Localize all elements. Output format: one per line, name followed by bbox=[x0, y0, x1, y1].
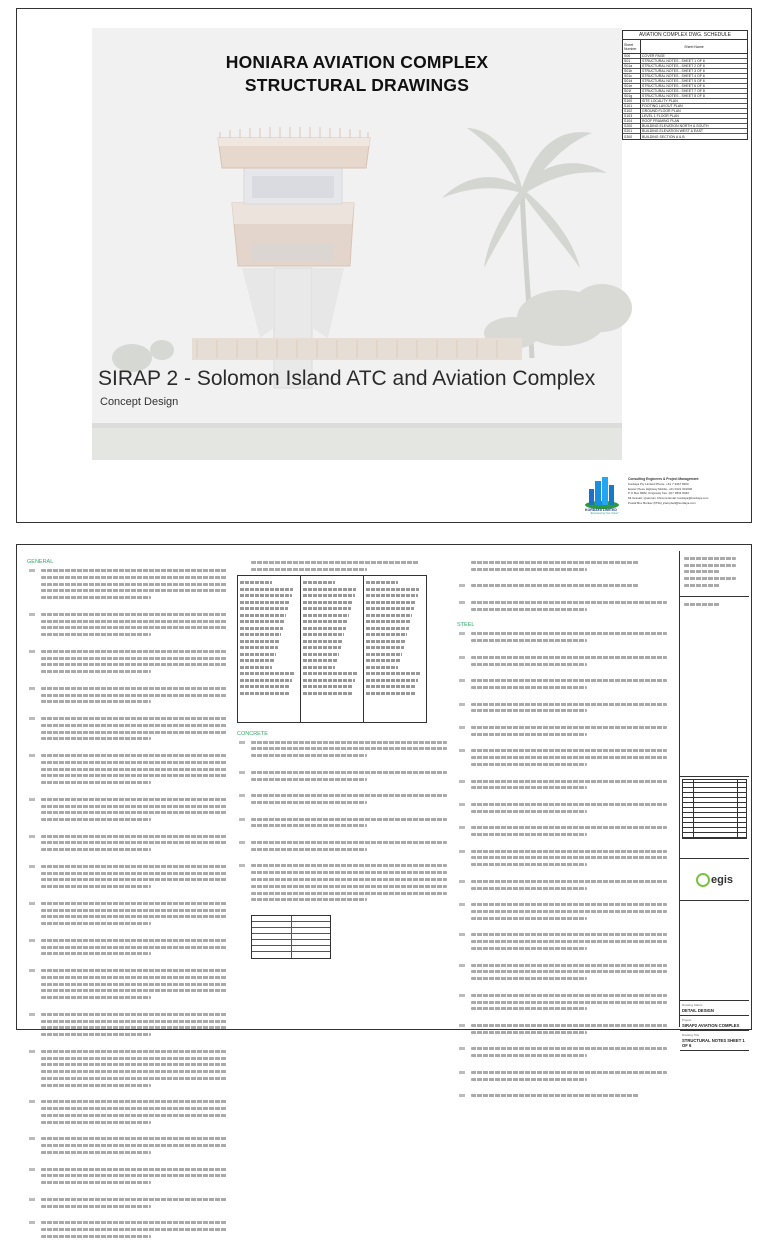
note-text-line bbox=[41, 717, 227, 720]
table-cell bbox=[366, 640, 405, 643]
table-cell bbox=[303, 666, 335, 669]
notes-column-middle bbox=[237, 557, 447, 959]
note-text-line bbox=[41, 626, 227, 629]
schedule-col-number: Sheet Number bbox=[623, 40, 641, 53]
table-cell bbox=[366, 601, 416, 604]
notes-column-right bbox=[457, 557, 667, 1107]
table-cell bbox=[240, 653, 276, 656]
note-text-line bbox=[251, 885, 447, 888]
schedule-title: AVIATION COMPLEX DWG. SCHEDULE bbox=[623, 31, 747, 40]
project-headline: SIRAP 2 - Solomon Island ATC and Aviation Complex bbox=[98, 367, 596, 390]
note-text-line bbox=[41, 915, 227, 918]
contact-line: Exeter Piece Highway Mobile: +61 0421 001006 bbox=[628, 486, 693, 491]
table-cell bbox=[366, 692, 415, 695]
note-text-line bbox=[41, 1107, 227, 1110]
note-text-line bbox=[41, 781, 151, 784]
concrete-heading: CONCRETE bbox=[237, 730, 268, 737]
table-cell bbox=[303, 601, 353, 604]
table-cell bbox=[240, 601, 290, 604]
note-text-line bbox=[41, 1198, 227, 1201]
material-table-column bbox=[238, 576, 301, 722]
note-text-line bbox=[251, 864, 447, 867]
note-text-line bbox=[41, 976, 227, 979]
note-text-line bbox=[41, 939, 227, 942]
table-cell bbox=[366, 653, 402, 656]
note-text-line bbox=[471, 880, 667, 883]
cover-title-line-1: HONIARA AVIATION COMPLEX bbox=[225, 52, 489, 72]
note-text-line bbox=[41, 1070, 227, 1073]
schedule-sheet-name: BUILDING ELEVATION WEST & EAST bbox=[642, 129, 704, 133]
note-text-line bbox=[471, 749, 667, 752]
table-cell bbox=[240, 679, 292, 682]
schedule-sheet-name: GROUND FLOOR PLAN bbox=[642, 109, 681, 113]
note-text-line bbox=[41, 996, 151, 999]
note-text-line bbox=[471, 639, 587, 642]
status-value: DETAIL DESIGN bbox=[682, 1008, 714, 1013]
cover-sheet bbox=[16, 8, 752, 523]
table-cell bbox=[240, 640, 279, 643]
table-cell bbox=[240, 581, 272, 584]
project-stage: Concept Design bbox=[100, 396, 179, 408]
table-cell bbox=[240, 685, 290, 688]
schedule-sheet-number: S01c bbox=[623, 74, 641, 79]
notes-column-left bbox=[27, 557, 227, 1248]
schedule-sheet-number: S101 bbox=[623, 104, 641, 109]
note-text-line bbox=[471, 933, 667, 936]
material-table-column bbox=[301, 576, 364, 722]
schedule-col-name: Sheet Name bbox=[684, 44, 704, 49]
consultant-logo-block bbox=[582, 473, 752, 517]
note-text-line bbox=[471, 726, 667, 729]
table-cell bbox=[303, 659, 337, 662]
consultant-tagline: "Empowering Your Vision" bbox=[590, 512, 619, 515]
steel-heading: STEEL bbox=[457, 622, 475, 629]
schedule-sheet-name: STRUCTURAL NOTES - SHEET 2 OF 6 bbox=[642, 64, 705, 68]
table-cell bbox=[303, 646, 341, 649]
note-text-line bbox=[471, 703, 667, 706]
note-text-line bbox=[471, 803, 667, 806]
note-text-line bbox=[41, 1057, 227, 1060]
note-text-line bbox=[41, 885, 151, 888]
note-text-line bbox=[41, 589, 227, 592]
table-cell bbox=[366, 588, 419, 591]
note-text-line bbox=[471, 903, 667, 906]
note-text-line bbox=[41, 731, 227, 734]
material-table bbox=[237, 575, 427, 723]
note-text-line bbox=[471, 733, 587, 736]
note-text-line bbox=[471, 910, 667, 913]
table-cell bbox=[240, 672, 294, 675]
note-text-line bbox=[251, 878, 447, 881]
table-cell bbox=[366, 666, 398, 669]
note-text-line bbox=[41, 1137, 227, 1140]
note-text-line bbox=[41, 663, 227, 666]
note-text-line bbox=[41, 761, 227, 764]
note-text-line bbox=[471, 1094, 639, 1097]
tb-status bbox=[680, 1001, 749, 1016]
note-text-line bbox=[251, 818, 447, 821]
note-text-line bbox=[471, 786, 587, 789]
note-text-line bbox=[251, 848, 367, 851]
note-text-line bbox=[41, 878, 227, 881]
note-text-line bbox=[41, 1020, 227, 1023]
table-cell bbox=[303, 581, 335, 584]
note-text-line bbox=[41, 1205, 151, 1208]
schedule-sheet-number: S300 bbox=[623, 134, 641, 139]
table-cell bbox=[240, 646, 278, 649]
note-text-line bbox=[471, 1054, 587, 1057]
table-cell bbox=[303, 672, 357, 675]
table-cell bbox=[303, 614, 349, 617]
schedule-sheet-name: STRUCTURAL NOTES - SHEET 7 OF 8 bbox=[642, 89, 705, 93]
note-text-line bbox=[471, 1078, 587, 1081]
schedule-row bbox=[623, 134, 747, 139]
table-cell bbox=[303, 594, 355, 597]
note-text-line bbox=[251, 794, 447, 797]
note-text-line bbox=[471, 863, 587, 866]
note-text-line bbox=[41, 1174, 227, 1177]
schedule-sheet-name: LEVEL 1 FLOOR PLAN bbox=[642, 114, 679, 118]
note-text-line bbox=[41, 1050, 227, 1053]
note-text-line bbox=[41, 835, 227, 838]
note-text-line bbox=[471, 663, 587, 666]
table-cell bbox=[366, 581, 398, 584]
note-text-line bbox=[471, 632, 667, 635]
table-cell bbox=[366, 627, 409, 630]
note-text-line bbox=[41, 1084, 151, 1087]
table-cell bbox=[366, 679, 418, 682]
table-cell bbox=[240, 692, 289, 695]
schedule-sheet-number: S01f bbox=[623, 89, 641, 94]
note-text-line bbox=[41, 1228, 227, 1231]
consultant-contact bbox=[628, 477, 748, 506]
note-text-line bbox=[41, 1013, 227, 1016]
note-text-line bbox=[41, 946, 227, 949]
note-text-line bbox=[471, 763, 587, 766]
note-text-line bbox=[471, 679, 667, 682]
schedule-sheet-name: STRUCTURAL NOTES - SHEET 5 OF 6 bbox=[642, 79, 705, 83]
note-text-line bbox=[41, 805, 227, 808]
schedule-sheet-number: S102 bbox=[623, 109, 641, 114]
note-text-line bbox=[41, 909, 227, 912]
note-text-line bbox=[41, 1063, 227, 1066]
table-cell bbox=[303, 685, 353, 688]
note-text-line bbox=[41, 596, 151, 599]
table-cell bbox=[366, 685, 416, 688]
note-text-line bbox=[41, 613, 227, 616]
note-text-line bbox=[41, 583, 227, 586]
note-text-line bbox=[41, 657, 227, 660]
note-text-line bbox=[41, 1181, 151, 1184]
table-cell bbox=[240, 594, 292, 597]
note-text-line bbox=[41, 1144, 227, 1147]
schedule-sheet-name: STRUCTURAL NOTES - SHEET 1 OF 6 bbox=[642, 59, 705, 63]
schedule-sheet-number: S01e bbox=[623, 84, 641, 89]
note-text-line bbox=[471, 1001, 667, 1004]
note-text-line bbox=[41, 1114, 227, 1117]
table-cell bbox=[303, 640, 342, 643]
note-text-line bbox=[41, 952, 151, 955]
table-cell bbox=[240, 614, 286, 617]
note-text-line bbox=[41, 922, 151, 925]
note-text-line bbox=[471, 964, 667, 967]
egis-ring-icon bbox=[696, 873, 710, 887]
note-text-line bbox=[471, 833, 587, 836]
note-text-line bbox=[41, 798, 227, 801]
note-text-line bbox=[471, 1047, 667, 1050]
table-cell bbox=[303, 620, 348, 623]
table-cell bbox=[366, 614, 412, 617]
schedule-sheet-name: STRUCTURAL NOTES - SHEET 3 OF 6 bbox=[642, 69, 705, 73]
schedule-sheet-name: ROOF FRAMING PLAN bbox=[642, 119, 680, 123]
table-cell bbox=[366, 620, 411, 623]
table-cell bbox=[366, 659, 400, 662]
note-text-line bbox=[471, 856, 667, 859]
schedule-sheet-number: S01a bbox=[623, 64, 641, 69]
note-text-line bbox=[471, 756, 667, 759]
note-text-line bbox=[251, 841, 447, 844]
note-text-line bbox=[471, 656, 667, 659]
schedule-sheet-number: S201 bbox=[623, 129, 641, 134]
note-text-line bbox=[41, 902, 227, 905]
note-text-line bbox=[41, 737, 151, 740]
note-text-line bbox=[41, 724, 227, 727]
note-text-line bbox=[251, 771, 447, 774]
note-text-line bbox=[471, 887, 587, 890]
tb-notes bbox=[680, 551, 749, 597]
note-text-line bbox=[251, 824, 367, 827]
note-text-line bbox=[471, 810, 587, 813]
schedule-sheet-number: S01d bbox=[623, 79, 641, 84]
project-value: SIRAP2 AVIATION COMPLEX bbox=[682, 1023, 740, 1028]
note-text-line bbox=[41, 989, 227, 992]
note-text-line bbox=[41, 969, 227, 972]
general-notes bbox=[27, 569, 227, 1248]
concrete-notes bbox=[237, 741, 447, 912]
schedule-sheet-number: S200 bbox=[623, 124, 641, 129]
note-text-line bbox=[251, 871, 447, 874]
note-text-line bbox=[251, 568, 367, 571]
schedule-sheet-name: STRUCTURAL NOTES - SHEET 6 OF 6 bbox=[642, 84, 705, 88]
schedule-sheet-name: STRUCTURAL NOTES - SHEET 4 OF 6 bbox=[642, 74, 705, 78]
table-cell bbox=[240, 666, 272, 669]
note-text-line bbox=[41, 1121, 151, 1124]
schedule-sheet-number: S100 bbox=[623, 99, 641, 104]
note-text-line bbox=[41, 865, 227, 868]
note-text-line bbox=[471, 826, 667, 829]
note-text-line bbox=[471, 850, 667, 853]
tb-references bbox=[680, 597, 749, 777]
table-cell bbox=[303, 679, 355, 682]
table-cell bbox=[303, 633, 344, 636]
note-text-line bbox=[41, 841, 227, 844]
schedule-sheet-number: S104 bbox=[623, 119, 641, 124]
note-text-line bbox=[251, 741, 447, 744]
schedule-sheet-name: STRUCTURAL NOTES - SHEET 8 OF 8 bbox=[642, 94, 705, 98]
schedule-header-row bbox=[623, 40, 747, 54]
note-text-line bbox=[41, 1077, 227, 1080]
note-text-line bbox=[41, 1235, 151, 1238]
note-text-line bbox=[471, 686, 587, 689]
note-text-line bbox=[41, 569, 227, 572]
note-text-line bbox=[41, 754, 227, 757]
contact-line: Mt Gravatt, Quantum Chrome Email: kordaya@kordaya.com bbox=[628, 496, 709, 501]
note-text-line bbox=[471, 568, 587, 571]
schedule-sheet-name: SITE LOCALITY PLAN bbox=[642, 99, 678, 103]
note-text-line bbox=[41, 1168, 227, 1171]
note-text-line bbox=[41, 1026, 227, 1029]
note-text-line bbox=[41, 650, 227, 653]
note-text-line bbox=[41, 811, 227, 814]
table-cell bbox=[240, 633, 281, 636]
note-text-line bbox=[471, 977, 587, 980]
note-text-line bbox=[41, 872, 227, 875]
building-logo-icon bbox=[584, 475, 620, 509]
cover-hero-image bbox=[92, 28, 622, 460]
schedule-sheet-name: FOOTING LAYOUT PLAN bbox=[642, 104, 683, 108]
cover-title-line-2: STRUCTURAL DRAWINGS bbox=[244, 75, 470, 95]
structural-notes-sheet bbox=[16, 544, 752, 1048]
note-text-line bbox=[41, 768, 227, 771]
table-cell bbox=[366, 672, 420, 675]
drawing-schedule-table bbox=[622, 30, 748, 140]
table-cell bbox=[303, 692, 352, 695]
note-text-line bbox=[251, 747, 447, 750]
note-text-line bbox=[41, 983, 227, 986]
table-cell bbox=[303, 607, 351, 610]
steel-notes bbox=[457, 632, 667, 1107]
note-text-line bbox=[41, 700, 151, 703]
table-cell bbox=[303, 627, 346, 630]
table-cell bbox=[366, 646, 404, 649]
note-text-line bbox=[41, 687, 227, 690]
table-cell bbox=[240, 659, 274, 662]
note-text-line bbox=[471, 1007, 587, 1010]
contact-heading: Consulting Engineers & Project Management bbox=[628, 477, 699, 481]
table-cell bbox=[240, 588, 293, 591]
schedule-sheet-name: BUILDING SECTION A & B bbox=[642, 134, 685, 139]
tb-title bbox=[680, 1031, 749, 1051]
title-value: STRUCTURAL NOTES SHEET 1 OF 6 bbox=[682, 1038, 745, 1048]
note-text-line bbox=[251, 898, 367, 901]
note-text-line bbox=[41, 1100, 227, 1103]
contact-line: Postal Box Bunker (PNG) jcampbell@kordaya.com bbox=[628, 500, 696, 505]
general-heading: GENERAL bbox=[27, 559, 54, 565]
schedule-sheet-number: S00 bbox=[623, 54, 641, 59]
note-text-line bbox=[471, 608, 587, 611]
note-text-line bbox=[251, 778, 367, 781]
table-cell bbox=[366, 594, 418, 597]
cover-table bbox=[251, 915, 331, 959]
schedule-sheet-number: S01 bbox=[623, 59, 641, 64]
note-text-line bbox=[41, 1151, 151, 1154]
table-cell bbox=[366, 607, 414, 610]
note-text-line bbox=[41, 774, 227, 777]
note-text-line bbox=[471, 1031, 587, 1034]
status-label: Drawing Status bbox=[682, 1003, 703, 1007]
note-text-line bbox=[41, 620, 227, 623]
note-text-line bbox=[251, 801, 367, 804]
note-text-line bbox=[41, 633, 151, 636]
note-text-line bbox=[251, 754, 367, 757]
schedule-sheet-number: S01g bbox=[623, 94, 641, 99]
schedule-sheet-number: S01b bbox=[623, 69, 641, 74]
note-text-line bbox=[41, 1221, 227, 1224]
schedule-sheet-name: BUILDING ELEVATION NORTH & SOUTH bbox=[642, 124, 709, 128]
table-cell bbox=[366, 633, 407, 636]
note-text-line bbox=[471, 917, 587, 920]
note-text-line bbox=[471, 709, 587, 712]
note-text-line bbox=[471, 1024, 667, 1027]
note-text-line bbox=[41, 670, 151, 673]
tb-project bbox=[680, 1016, 749, 1031]
table-cell bbox=[303, 653, 339, 656]
note-text-line bbox=[471, 994, 667, 997]
material-table-column bbox=[364, 576, 426, 722]
schedule-sheet-number: S103 bbox=[623, 114, 641, 119]
table-cell bbox=[240, 620, 285, 623]
table-cell bbox=[240, 607, 288, 610]
note-text-line bbox=[471, 601, 667, 604]
contact-line: Kordaya Pty Limited Phone: +61 7 3367 8300 bbox=[628, 481, 689, 486]
note-text-line bbox=[471, 780, 667, 783]
general-notes-cont bbox=[457, 584, 667, 620]
note-text-line bbox=[471, 940, 667, 943]
egis-logo bbox=[680, 859, 749, 901]
revision-grid bbox=[682, 779, 747, 839]
note-text-line bbox=[471, 561, 639, 564]
note-text-line bbox=[471, 584, 639, 587]
note-text-line bbox=[41, 576, 227, 579]
schedule-sheet-name: COVER PAGE bbox=[642, 54, 665, 58]
note-text-line bbox=[41, 694, 227, 697]
note-text-line bbox=[251, 892, 447, 895]
note-text-line bbox=[471, 1071, 667, 1074]
egis-wordmark: egis bbox=[710, 873, 733, 886]
note-text-line bbox=[471, 947, 587, 950]
table-cell bbox=[303, 588, 356, 591]
note-text-line bbox=[471, 970, 667, 973]
project-label: Project bbox=[682, 1018, 692, 1022]
table-cell bbox=[240, 627, 283, 630]
note-text-line bbox=[251, 561, 419, 564]
contact-line: P O Box 8282, Kingsway Fax: (0)7 3831 8040 bbox=[628, 491, 689, 496]
note-text-line bbox=[41, 818, 151, 821]
schedule-rows bbox=[623, 54, 747, 139]
consultant-name: KORDAYA LIMITED bbox=[585, 508, 617, 512]
note-text-line bbox=[41, 1033, 151, 1036]
note-text-line bbox=[41, 848, 151, 851]
title-block bbox=[679, 551, 749, 1048]
title-label: Drawing Title bbox=[682, 1033, 700, 1037]
